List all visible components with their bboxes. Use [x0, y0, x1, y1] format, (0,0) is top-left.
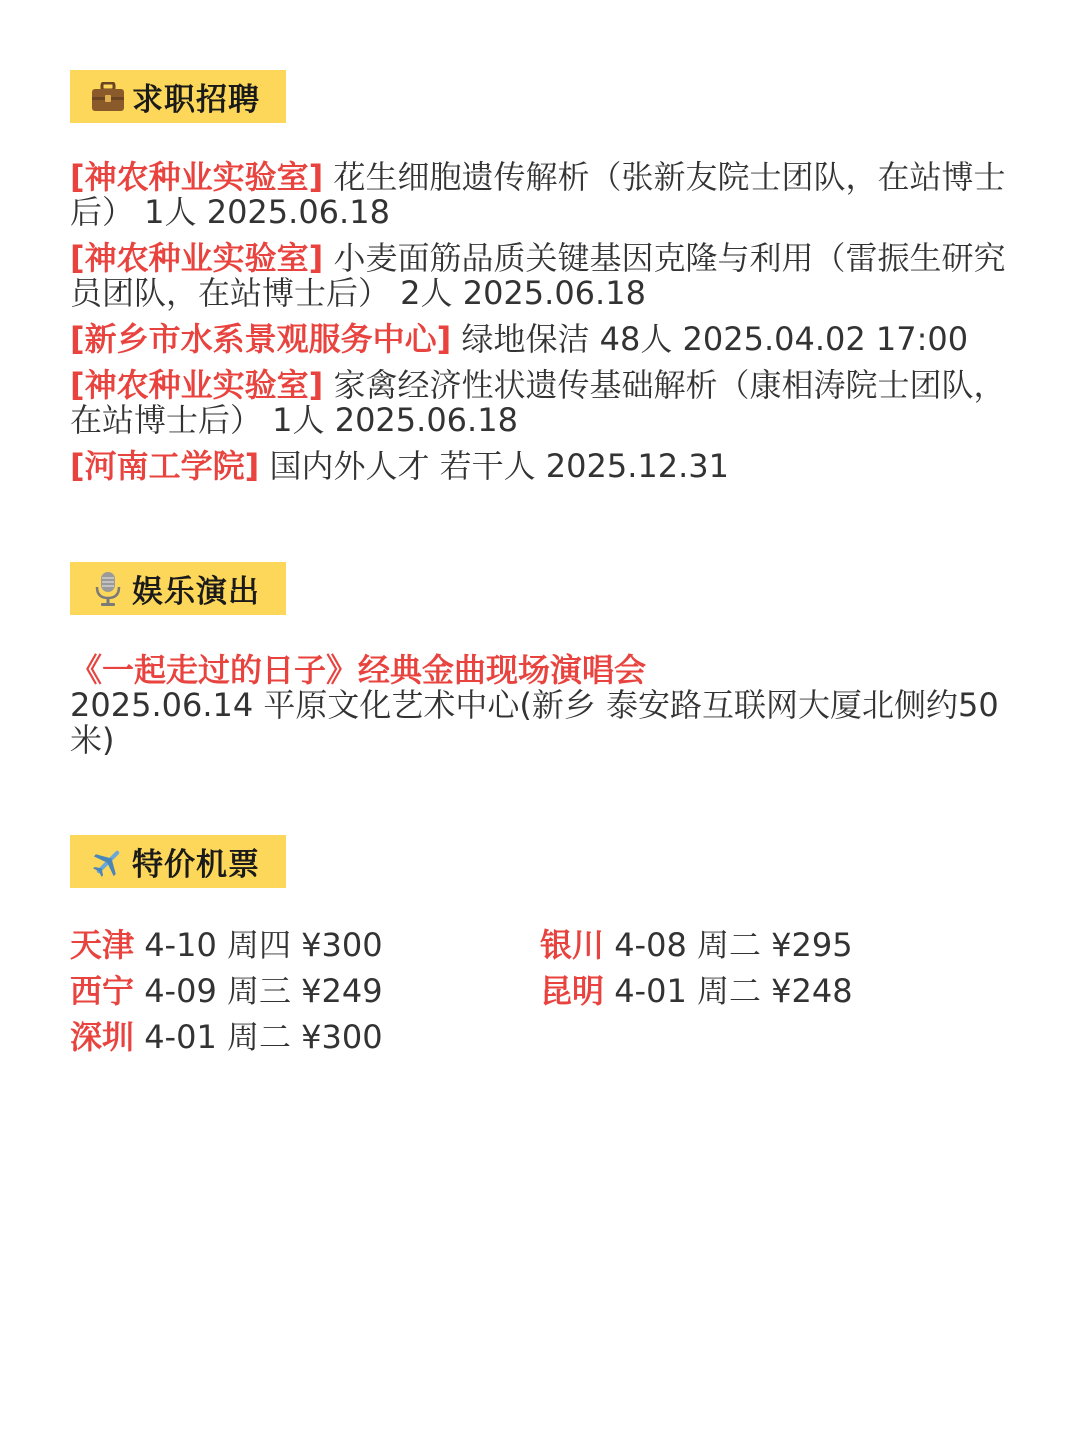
flight-item[interactable] [70, 1014, 383, 1060]
flight-item[interactable] [540, 922, 853, 968]
flight-city: 昆明 [540, 972, 605, 1010]
job-org: [神农种业实验室] [70, 366, 324, 404]
job-org: [河南工学院] [70, 447, 260, 485]
job-text: 绿地保洁 48人 2025.04.02 17:00 [451, 320, 969, 358]
job-item[interactable] [70, 241, 1010, 311]
flight-info: 4-01 周二 ¥300 [134, 1018, 383, 1056]
flight-city: 西宁 [70, 972, 135, 1010]
job-text: 家禽经济性状遗传基础解析（康相涛院士团队，在站博士后） 1人 2025.06.18 [70, 366, 1006, 439]
job-org: [神农种业实验室] [70, 158, 324, 196]
flight-info: 4-01 周二 ¥248 [604, 972, 853, 1010]
section-title-flights: 特价机票 [132, 847, 260, 883]
briefcase-icon [90, 79, 126, 115]
job-text: 国内外人才 若干人 2025.12.31 [259, 447, 730, 485]
section-title-jobs: 求职招聘 [132, 82, 260, 118]
event-title: 《一起走过的日子》经典金曲现场演唱会 [70, 651, 647, 689]
job-item[interactable] [70, 322, 1010, 357]
job-item[interactable] [70, 449, 1010, 484]
flight-city: 深圳 [70, 1018, 135, 1056]
section-header-entertainment [70, 562, 286, 615]
flight-city: 银川 [540, 926, 605, 964]
section-title-entertainment: 娱乐演出 [132, 574, 260, 610]
section-header-jobs [70, 70, 286, 123]
job-list [70, 160, 1010, 495]
flight-item[interactable] [70, 922, 383, 968]
job-text: 花生细胞遗传解析（张新友院士团队，在站博士后） 1人 2025.06.18 [70, 158, 1006, 231]
job-item[interactable] [70, 368, 1010, 438]
flight-info: 4-09 周三 ¥249 [134, 972, 383, 1010]
job-text: 小麦面筋品质关键基因克隆与利用（雷振生研究员团队，在站博士后） 2人 2025.06.18 [70, 239, 1006, 312]
event-block[interactable] [70, 652, 1010, 758]
flight-item[interactable] [540, 968, 853, 1014]
airplane-icon [90, 844, 126, 880]
flight-city: 天津 [70, 926, 135, 964]
flight-info: 4-10 周四 ¥300 [134, 926, 383, 964]
flight-item[interactable] [70, 968, 383, 1014]
job-item[interactable] [70, 160, 1010, 230]
section-header-flights [70, 835, 286, 888]
flight-info: 4-08 周二 ¥295 [604, 926, 853, 964]
job-org: [新乡市水系景观服务中心] [70, 320, 452, 358]
microphone-icon [90, 571, 126, 607]
job-org: [神农种业实验室] [70, 239, 324, 277]
event-detail: 2025.06.14 平原文化艺术中心(新乡 泰安路互联网大厦北侧约50米) [70, 686, 999, 759]
